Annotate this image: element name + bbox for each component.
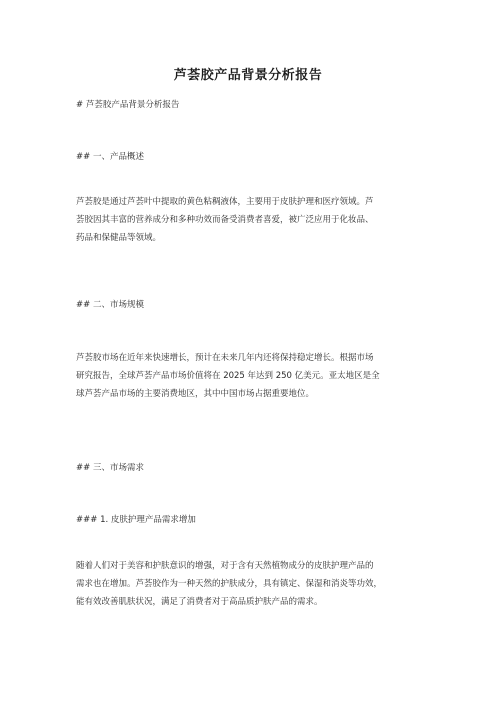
- paragraph-line: 球芦荟产品市场的主要消费地区，其中中国市场占据重要地位。: [76, 389, 315, 399]
- paragraph-line: 需求也在增加。芦荟胶作为一种天然的护肤成分，具有镇定、保湿和消炎等功效，: [76, 579, 383, 589]
- paragraph-line: 药品和保健品等领域。: [76, 233, 162, 243]
- paragraph-skin-care: [76, 557, 422, 611]
- section-heading-market-demand: ## 三、市场需求: [76, 463, 144, 473]
- paragraph-line: 能有效改善肌肤状况，满足了消费者对于高品质护肤产品的需求。: [76, 597, 323, 607]
- paragraph-line: 芦荟胶是通过芦荟叶中提取的黄色粘稠液体，主要用于皮肤护理和医疗领域。芦: [76, 197, 374, 207]
- paragraph-overview: [76, 193, 422, 247]
- paragraph-line: 研究报告，全球芦荟产品市场价值将在 2025 年达到 250 亿美元。亚太地区是全: [76, 371, 380, 381]
- markdown-h1-line: # 芦荟胶产品背景分析报告: [76, 100, 180, 110]
- document-title: 芦荟胶产品背景分析报告: [173, 68, 323, 83]
- section-heading-overview: ## 一、产品概述: [76, 152, 144, 162]
- paragraph-line: 芦荟胶市场在近年来快速增长，预计在未来几年内还将保持稳定增长。根据市场: [76, 353, 374, 363]
- subsection-heading-skin-care: ### 1. 皮肤护理产品需求增加: [76, 515, 196, 525]
- paragraph-line: 荟胶因其丰富的营养成分和多种功效而备受消费者喜爱，被广泛应用于化妆品、: [76, 215, 374, 225]
- paragraph-market-size: [76, 349, 422, 403]
- paragraph-line: 随着人们对于美容和护肤意识的增强，对于含有天然植物成分的皮肤护理产品的: [76, 561, 374, 571]
- section-heading-market-size: ## 二、市场规模: [76, 300, 144, 310]
